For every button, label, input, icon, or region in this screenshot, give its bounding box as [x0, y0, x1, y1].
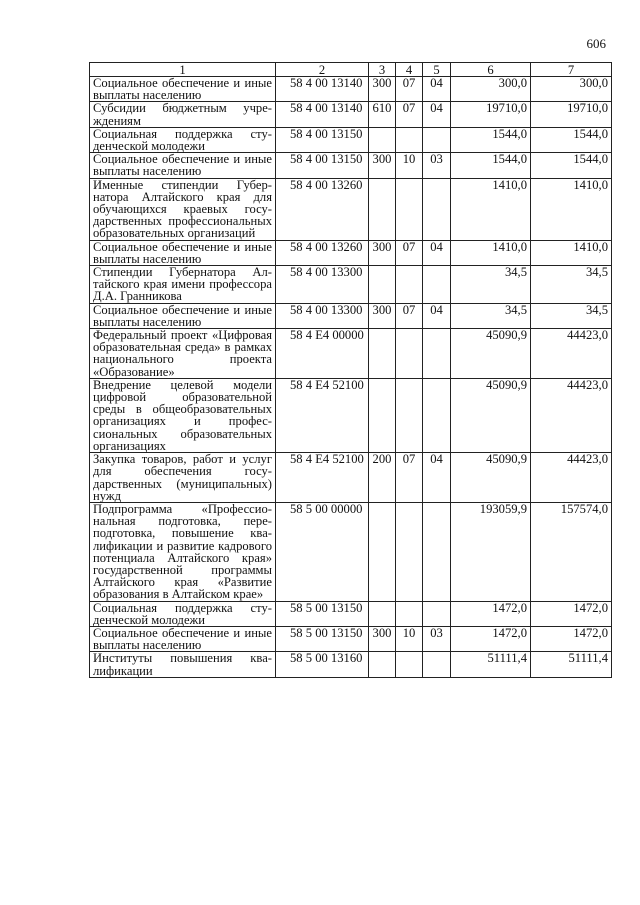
- table-row: [90, 178, 612, 240]
- row-col3-cell: 300: [369, 303, 396, 328]
- row-value6-cell: 51111,4: [451, 652, 531, 677]
- row-name-cell: Социальное обеспечение и иные выплаты населению: [90, 77, 276, 102]
- row-code-cell: 58 4 E4 52100: [276, 378, 369, 452]
- row-col3-cell: [369, 127, 396, 152]
- row-col3-cell: 300: [369, 240, 396, 265]
- row-value7-cell: 1472,0: [531, 601, 612, 626]
- row-name-cell: Институты повышения квалификации: [90, 652, 276, 677]
- table-row: [90, 601, 612, 626]
- row-value7-cell: 44423,0: [531, 453, 612, 503]
- row-col4-cell: 07: [396, 303, 423, 328]
- row-col5-cell: 03: [423, 626, 451, 651]
- row-value6-cell: 45090,9: [451, 453, 531, 503]
- row-code-cell: 58 4 E4 52100: [276, 453, 369, 503]
- row-code-cell: 58 5 00 13150: [276, 626, 369, 651]
- row-col4-cell: 07: [396, 240, 423, 265]
- header-cell: 2: [276, 63, 369, 77]
- row-col4-cell: [396, 178, 423, 240]
- header-cell: 7: [531, 63, 612, 77]
- row-value7-cell: 34,5: [531, 303, 612, 328]
- row-col5-cell: 04: [423, 77, 451, 102]
- table-row: [90, 652, 612, 677]
- row-code-cell: 58 4 00 13140: [276, 77, 369, 102]
- row-col3-cell: 300: [369, 77, 396, 102]
- row-col3-cell: 300: [369, 153, 396, 178]
- row-name-cell: Социальное обеспечение и иные выплаты населению: [90, 240, 276, 265]
- row-value6-cell: 45090,9: [451, 329, 531, 379]
- header-cell: 6: [451, 63, 531, 77]
- row-code-cell: 58 4 00 13260: [276, 240, 369, 265]
- row-value7-cell: 1472,0: [531, 626, 612, 651]
- row-col3-cell: [369, 652, 396, 677]
- header-row: [90, 63, 612, 77]
- table-row: [90, 127, 612, 152]
- row-value7-cell: 51111,4: [531, 652, 612, 677]
- header-cell: 1: [90, 63, 276, 77]
- row-col5-cell: 04: [423, 303, 451, 328]
- row-value6-cell: 300,0: [451, 77, 531, 102]
- row-code-cell: 58 4 00 13150: [276, 153, 369, 178]
- row-col5-cell: [423, 266, 451, 304]
- header-cell: 5: [423, 63, 451, 77]
- row-col4-cell: [396, 601, 423, 626]
- row-col5-cell: 03: [423, 153, 451, 178]
- row-value6-cell: 1472,0: [451, 601, 531, 626]
- row-value7-cell: 300,0: [531, 77, 612, 102]
- row-col4-cell: [396, 127, 423, 152]
- row-col4-cell: [396, 502, 423, 601]
- table-row: [90, 240, 612, 265]
- row-col4-cell: 10: [396, 153, 423, 178]
- table-row: [90, 626, 612, 651]
- page-number: 606: [586, 36, 606, 51]
- row-col4-cell: 07: [396, 77, 423, 102]
- row-value6-cell: 1544,0: [451, 153, 531, 178]
- row-col3-cell: [369, 378, 396, 452]
- row-value6-cell: 19710,0: [451, 102, 531, 127]
- row-col5-cell: [423, 127, 451, 152]
- row-col3-cell: [369, 178, 396, 240]
- table-row: [90, 102, 612, 127]
- row-name-cell: Субсидии бюджетным учреждениям: [90, 102, 276, 127]
- row-value6-cell: 193059,9: [451, 502, 531, 601]
- row-value7-cell: 1410,0: [531, 240, 612, 265]
- table-row: [90, 153, 612, 178]
- row-col4-cell: 10: [396, 626, 423, 651]
- row-code-cell: 58 4 E4 00000: [276, 329, 369, 379]
- row-col5-cell: [423, 652, 451, 677]
- row-col3-cell: 200: [369, 453, 396, 503]
- table-row: [90, 453, 612, 503]
- row-col5-cell: 04: [423, 102, 451, 127]
- budget-table: [89, 62, 612, 678]
- row-value6-cell: 1410,0: [451, 240, 531, 265]
- row-name-cell: Социальная поддержка студенческой молодежи: [90, 601, 276, 626]
- row-name-cell: Социальное обеспечение и иные выплаты населению: [90, 303, 276, 328]
- row-name-cell: Закупка товаров, работ и услуг для обеспечения государственных (муниципальных) нужд: [90, 453, 276, 503]
- table-row: [90, 266, 612, 304]
- row-code-cell: 58 4 00 13260: [276, 178, 369, 240]
- row-value6-cell: 1544,0: [451, 127, 531, 152]
- row-name-cell: Внедрение целевой модели цифровой образовательной среды в общеобразовательных организациях и профессиональных образовательных организациях: [90, 378, 276, 452]
- row-col5-cell: [423, 601, 451, 626]
- row-name-cell: Социальное обеспечение и иные выплаты населению: [90, 153, 276, 178]
- row-value6-cell: 1410,0: [451, 178, 531, 240]
- row-value7-cell: 1544,0: [531, 153, 612, 178]
- row-col4-cell: [396, 329, 423, 379]
- row-name-cell: Именные стипендии Губернатора Алтайского края для обучающихся краевых государственных профессиональных образовательных организаций: [90, 178, 276, 240]
- row-col5-cell: [423, 378, 451, 452]
- row-name-cell: Стипендии Губернатора Алтайского края имени профессора Д.А. Гранникова: [90, 266, 276, 304]
- row-col4-cell: [396, 266, 423, 304]
- row-col3-cell: [369, 601, 396, 626]
- row-value7-cell: 1410,0: [531, 178, 612, 240]
- row-col3-cell: 300: [369, 626, 396, 651]
- row-name-cell: Социальная поддержка студенческой молодежи: [90, 127, 276, 152]
- row-value7-cell: 1544,0: [531, 127, 612, 152]
- row-value7-cell: 19710,0: [531, 102, 612, 127]
- table-row: [90, 77, 612, 102]
- row-col3-cell: [369, 329, 396, 379]
- row-name-cell: Федеральный проект «Цифровая образовательная среда» в рамках национального проекта «Образование»: [90, 329, 276, 379]
- row-value7-cell: 34,5: [531, 266, 612, 304]
- row-name-cell: Подпрограмма «Профессиональная подготовка, переподготовка, повышение квалификации и развитие кадрового потенциала Алтайского края» государственной программы Алтайского края «Развитие образования в Алтайском крае»: [90, 502, 276, 601]
- row-col4-cell: [396, 378, 423, 452]
- row-col3-cell: [369, 502, 396, 601]
- row-col4-cell: [396, 652, 423, 677]
- row-value6-cell: 34,5: [451, 266, 531, 304]
- row-name-cell: Социальное обеспечение и иные выплаты населению: [90, 626, 276, 651]
- row-value7-cell: 44423,0: [531, 378, 612, 452]
- row-col5-cell: 04: [423, 453, 451, 503]
- row-value7-cell: 44423,0: [531, 329, 612, 379]
- row-col3-cell: [369, 266, 396, 304]
- row-value6-cell: 45090,9: [451, 378, 531, 452]
- header-cell: 4: [396, 63, 423, 77]
- row-col5-cell: [423, 502, 451, 601]
- table-row: [90, 303, 612, 328]
- row-code-cell: 58 5 00 00000: [276, 502, 369, 601]
- row-col4-cell: 07: [396, 102, 423, 127]
- table-row: [90, 502, 612, 601]
- row-code-cell: 58 5 00 13160: [276, 652, 369, 677]
- row-code-cell: 58 5 00 13150: [276, 601, 369, 626]
- table-row: [90, 329, 612, 379]
- row-col4-cell: 07: [396, 453, 423, 503]
- row-code-cell: 58 4 00 13150: [276, 127, 369, 152]
- table-row: [90, 378, 612, 452]
- row-code-cell: 58 4 00 13300: [276, 266, 369, 304]
- header-cell: 3: [369, 63, 396, 77]
- row-code-cell: 58 4 00 13300: [276, 303, 369, 328]
- row-code-cell: 58 4 00 13140: [276, 102, 369, 127]
- row-value6-cell: 1472,0: [451, 626, 531, 651]
- row-col5-cell: 04: [423, 240, 451, 265]
- row-value7-cell: 157574,0: [531, 502, 612, 601]
- row-col3-cell: 610: [369, 102, 396, 127]
- row-col5-cell: [423, 178, 451, 240]
- row-col5-cell: [423, 329, 451, 379]
- row-value6-cell: 34,5: [451, 303, 531, 328]
